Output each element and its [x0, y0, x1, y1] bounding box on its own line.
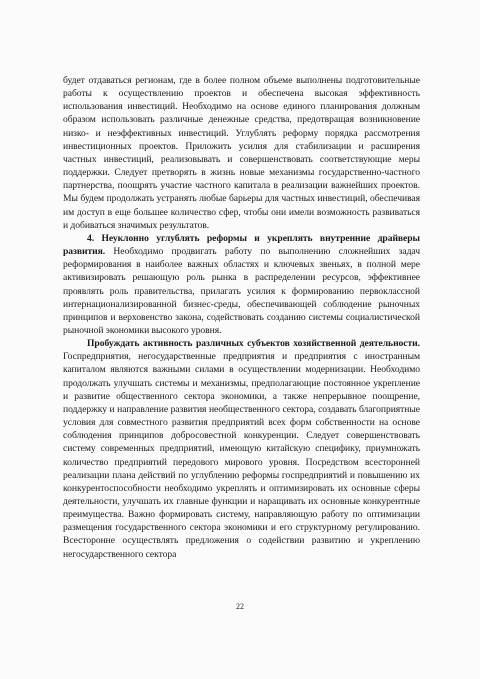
page-number: 22 — [236, 602, 244, 611]
body-text — [63, 74, 420, 561]
paragraph-continuation — [63, 74, 420, 232]
paragraph-text: будет отдаваться регионам, где в более полном объеме выполнены подготовительные работы к осуществлению проектов и обеспечена высокая эффективность использования инвестиций. Необходимо на основе единого планирования должным образом использовать различные денежные средства, предотвращая возникновение низко- и неэффективных инвестиций. Углублять реформу порядка рассмотрения инвестиционных проектов. Приложить усилия для стабилизации и расширения частных инвестиций, реализовывать и совершенствовать соответствующие меры поддержки. Следует претворять в жизнь новые механизмы государственно-частного партнерства, поощрять участие частного капитала в реализации важнейших проектов. Мы будем продолжать устранять любые барьеры для частных инвестиций, обеспечивая им доступ в еще большее количество сфер, чтобы они имели возможность развиваться и добиваться значимых результатов. — [63, 75, 420, 231]
paragraph-text: Госпредприятия, негосударственные предприятия и предприятия с иностранным капиталом являются важными силами в осуществлении модернизации. Необходимо продолжать улучшать системы и механизмы, предполагающие постоянное укрепление и развитие общественного сектора экономики, а также непрерывное поощрение, поддержку и направление развития необщественного сектора, создавать благоприятные условия для совместного развития предприятий всех форм собственности на основе соблюдения принципов добросовестной конкуренции. Следует совершенствовать систему современных предприятий, имеющую китайскую специфику, приумножать количество предприятий передового мирового уровня. Посредством всесторонней реализации плана действий по углублению реформы госпредприятий и повышению их конкурентоспособности необходимо укреплять и оптимизировать их основные сферы деятельности, улучшать их главные функции и наращивать их основные конкурентные преимущества. Важно формировать систему, направляющую работу по оптимизации размещения государственного сектора экономики и его структурному регулированию. Всесторонне осуществлять предложения о содействии развитию и укреплению негосударственного сектора — [63, 351, 420, 560]
section-heading-reforms: 4. Неуклонно углублять реформы и укреплять внутренние драйверы развития. — [63, 232, 420, 258]
section-heading-business-entities: Пробуждать активность различных субъектов хозяйственной деятельности. — [87, 338, 420, 350]
paragraph-text: Необходимо продвигать работу по выполнению сложнейших задач реформирования в наиболее важных областях и ключевых звеньях, в полной мере активизировать решающую роль рынка в распределении ресурсов, эффективнее проявлять роль правительства, прилагать усилия к формированию первоклассной интернационализированной бизнес-среды, обеспечивающей соблюдение рыночных принципов и верховенство закона, содействовать созданию системы социалистической рыночной экономики высокого уровня. — [63, 246, 420, 336]
paragraph-reforms — [63, 232, 420, 337]
paragraph-business-entities — [63, 337, 420, 561]
